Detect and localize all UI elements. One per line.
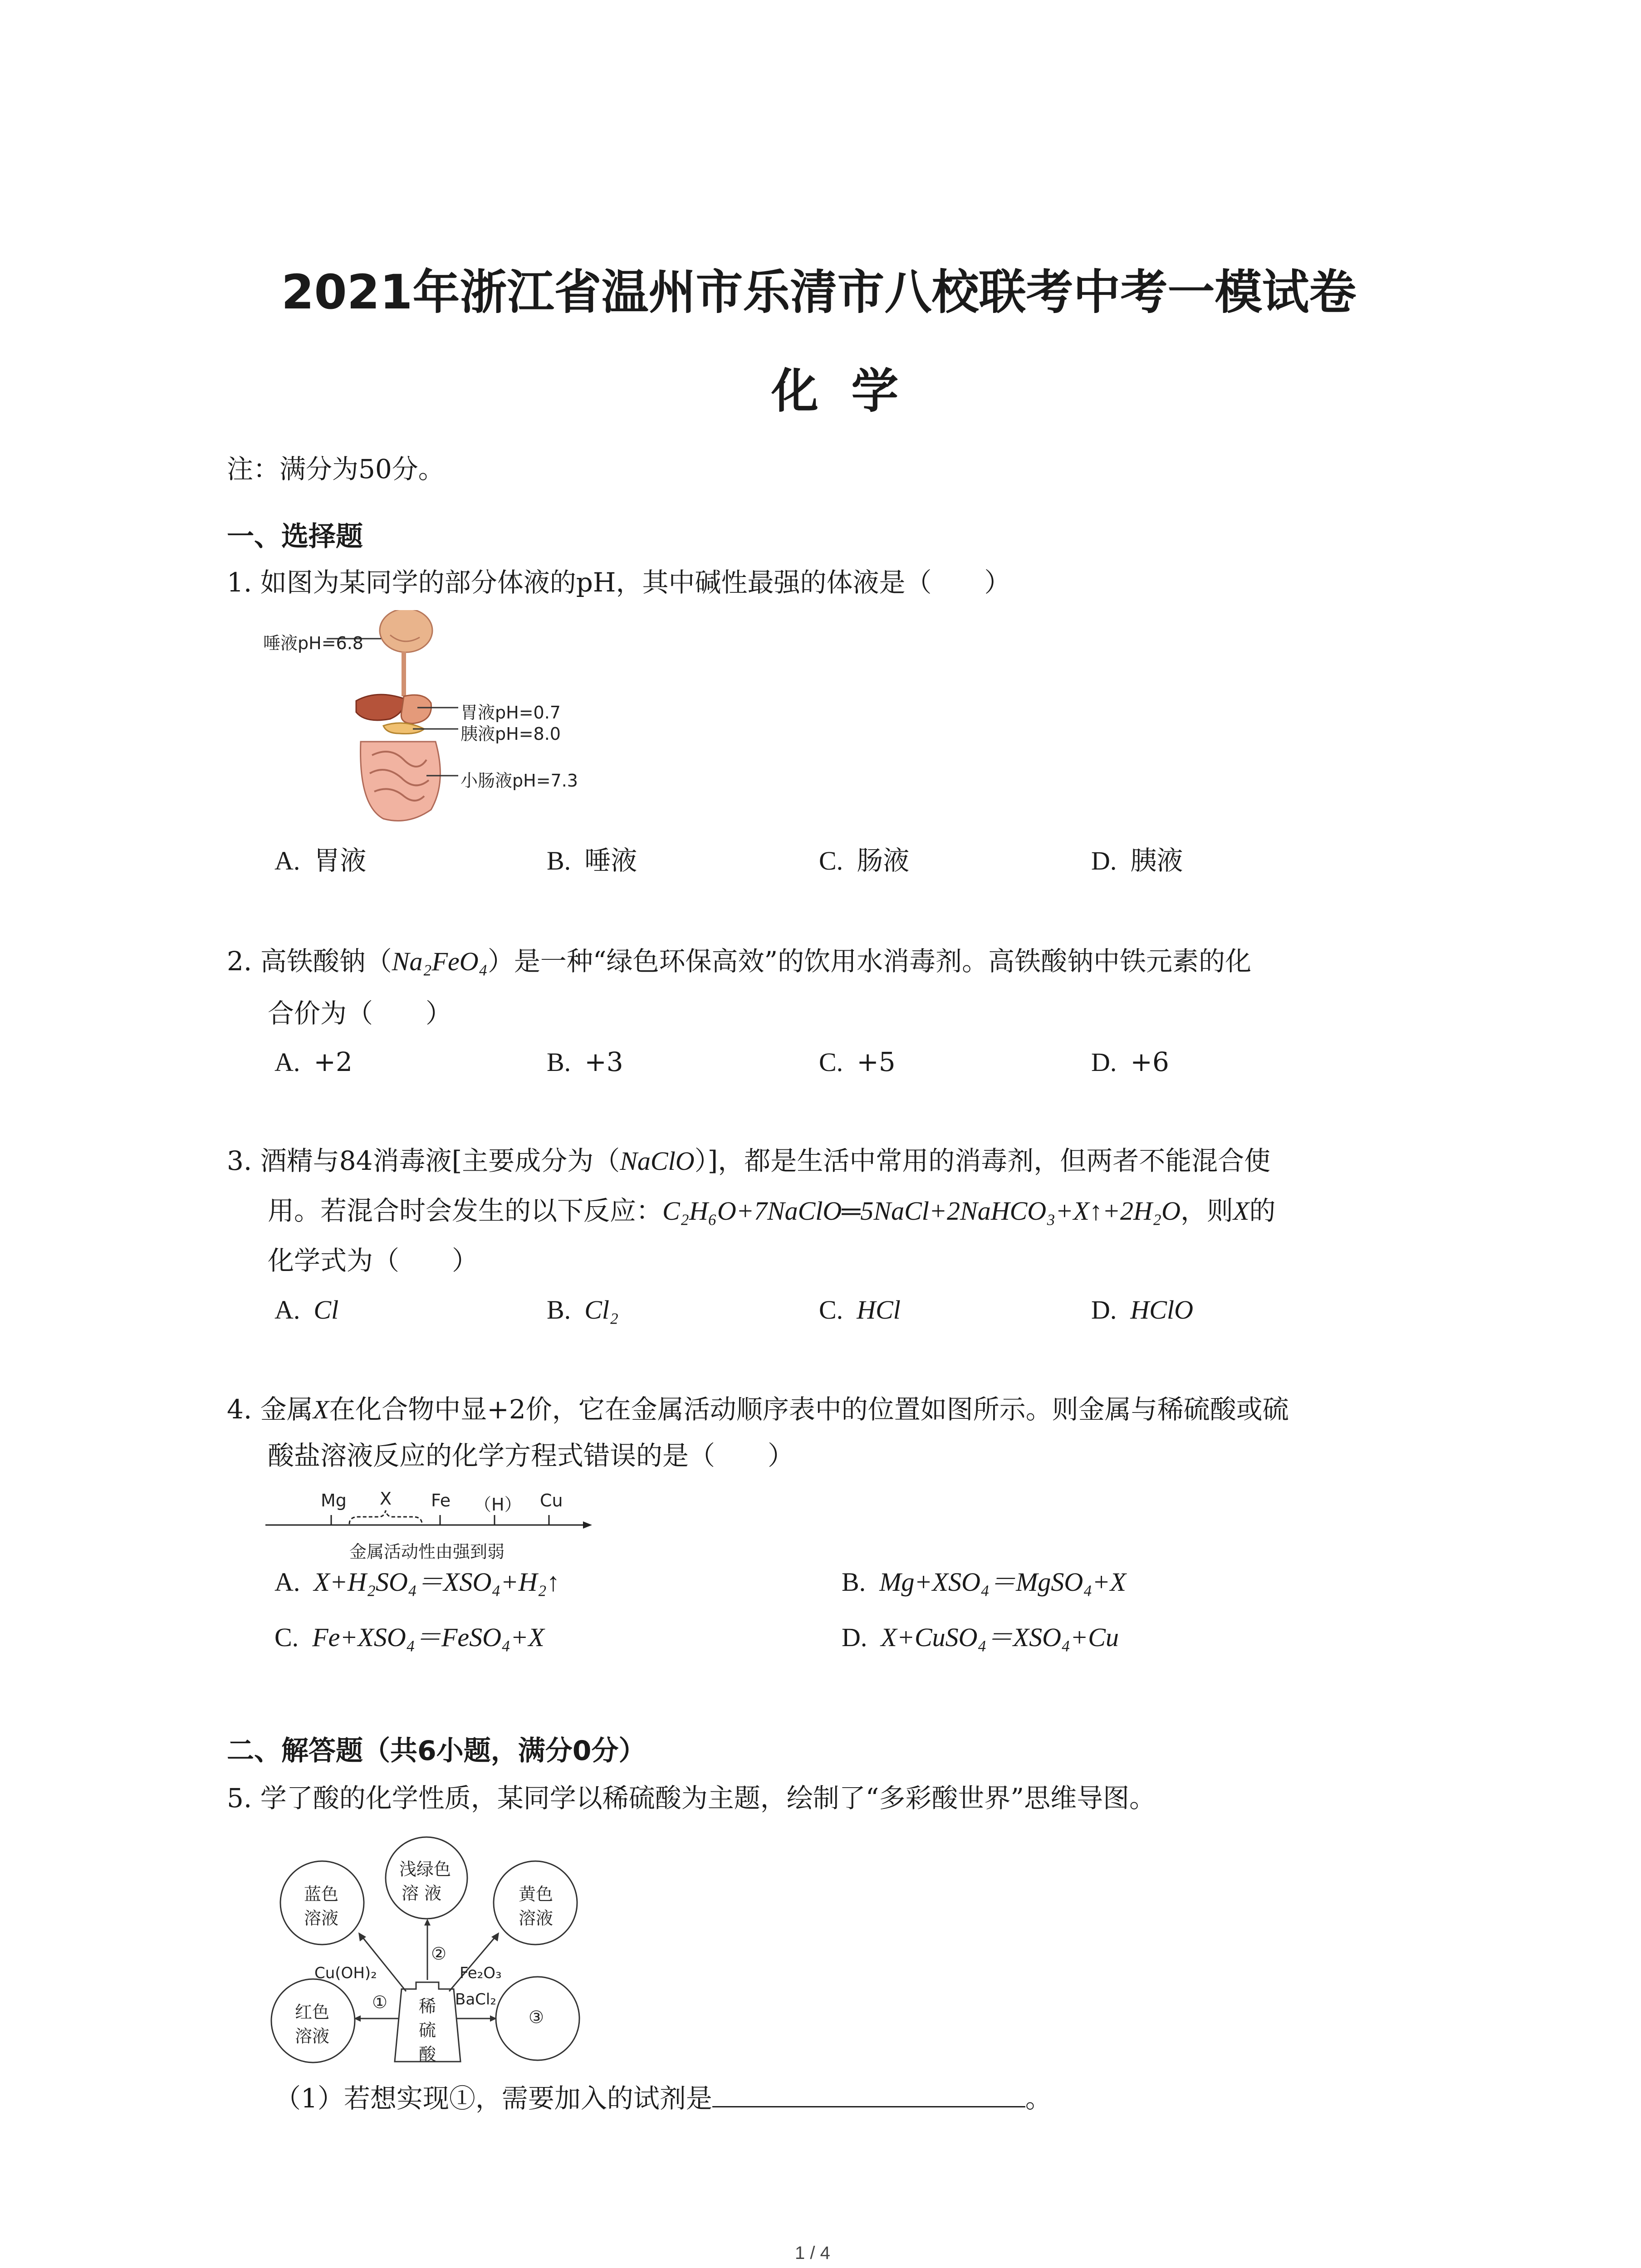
red-solution-label-1: 红色 — [295, 2002, 330, 2022]
q5-mind-map-figure — [270, 1833, 588, 2068]
q1-option-a[interactable] — [274, 847, 366, 874]
cuoh2-label: Cu(OH)₂ — [314, 1964, 377, 1982]
section-1-heading: 一、选择题 — [227, 521, 363, 552]
acid-label-3: 酸 — [419, 2044, 436, 2064]
h-label: （H） — [474, 1495, 522, 1515]
gastric-ph-label: 胃液pH=0.7 — [460, 703, 561, 723]
q2-formula: Na₂FeO₄ — [392, 947, 488, 976]
yellow-solution-label-1: 黄色 — [519, 1884, 554, 1904]
option-label: B. — [547, 846, 571, 875]
option-text: +5 — [857, 1046, 896, 1077]
mg-label: Mg — [321, 1491, 347, 1510]
q5-stem: 5. 学了酸的化学性质，某同学以稀硫酸为主题，绘制了“多彩酸世界”思维导图。 — [227, 1783, 1156, 1813]
option-text: 胃液 — [314, 845, 367, 876]
blue-solution-label-2: 溶液 — [304, 1908, 339, 1928]
option-label: B. — [547, 1047, 571, 1077]
q1-body-fluid-figure — [263, 610, 585, 837]
option-label: A. — [274, 1295, 300, 1325]
q4-stem-line1 — [227, 1396, 1289, 1423]
option-text: HCl — [857, 1295, 901, 1325]
q4-option-c[interactable] — [274, 1624, 544, 1651]
q3-line2-pre: 用。若混合时会发生的以下反应： — [268, 1195, 663, 1226]
arrow-2-label: ② — [431, 1944, 447, 1964]
subject-title: 化 学 — [771, 363, 899, 419]
q1-option-b[interactable] — [547, 847, 637, 874]
q2-option-b[interactable] — [547, 1046, 623, 1077]
option-text: 唾液 — [584, 845, 637, 876]
red-solution-label-2: 溶液 — [295, 2026, 330, 2046]
option-label: D. — [1091, 1295, 1117, 1325]
cu-label: Cu — [540, 1491, 563, 1510]
blue-solution-label-1: 蓝色 — [304, 1884, 339, 1904]
yellow-solution-label-2: 溶液 — [519, 1908, 554, 1928]
q3-line1-pre: 3. 酒精与84消毒液[主要成分为（ — [227, 1145, 620, 1176]
option-label: A. — [274, 846, 300, 875]
q3-line2-post: 的 — [1249, 1195, 1276, 1226]
q3-option-a[interactable] — [274, 1296, 338, 1323]
green-solution-label-1: 浅绿色 — [399, 1859, 451, 1879]
q3-equation: C₂H₆O+7NaClO═5NaCl+2NaHCO₃+X↑+2H₂O — [662, 1196, 1181, 1226]
option-text: 胰液 — [1130, 845, 1183, 876]
q3-x: X — [1233, 1196, 1249, 1226]
q3-stem-line3: 化学式为（ ） — [268, 1245, 479, 1276]
option-text: +6 — [1130, 1046, 1169, 1077]
section-2-heading: 二、解答题（共6小题，满分0分） — [227, 1735, 646, 1767]
circle-3-label: ③ — [529, 2007, 544, 2027]
option-label: D. — [842, 1623, 867, 1652]
q1-option-d[interactable] — [1091, 847, 1183, 874]
q2-stem-pre: 2. 高铁酸钠（ — [227, 946, 392, 977]
q3-stem-line2 — [268, 1195, 1276, 1226]
option-text: X+CuSO₄＝XSO₄+Cu — [881, 1623, 1119, 1652]
q3-stem-line1 — [227, 1145, 1271, 1176]
answer-blank[interactable] — [712, 2083, 1025, 2107]
option-label: A. — [274, 1567, 300, 1597]
option-text: Cl₂ — [584, 1295, 619, 1325]
option-label: C. — [819, 1295, 843, 1325]
q4-line1-post: 在化合物中显+2价，它在金属活动顺序表中的位置如图所示。则金属与稀硫酸或硫 — [329, 1394, 1289, 1425]
x-label: X — [380, 1489, 392, 1509]
fe2o3-label: Fe₂O₃ — [460, 1964, 502, 1982]
q4-line1-pre: 4. 金属 — [227, 1394, 313, 1425]
q5-sub1-post: 。 — [1025, 2083, 1052, 2114]
q3-option-c[interactable] — [819, 1296, 901, 1323]
option-label: B. — [547, 1295, 571, 1325]
q2-option-c[interactable] — [819, 1046, 896, 1077]
option-label: B. — [842, 1567, 866, 1597]
q3-line2-mid: ，则 — [1180, 1195, 1233, 1226]
acid-label-2: 硫 — [419, 2020, 436, 2040]
score-note: 注：满分为50分。 — [227, 454, 445, 484]
option-text: HClO — [1130, 1295, 1193, 1325]
intestinal-ph-label: 小肠液pH=7.3 — [460, 771, 578, 791]
q2-stem — [227, 948, 1251, 975]
option-text: X+H₂SO₄＝XSO₄+H₂↑ — [314, 1567, 560, 1597]
option-label: C. — [274, 1623, 299, 1652]
q5-sub1 — [274, 2083, 1052, 2112]
option-text: Mg+XSO₄＝MgSO₄+X — [879, 1567, 1127, 1597]
saliva-ph-label: 唾液pH=6.8 — [263, 633, 363, 653]
acid-label-1: 稀 — [419, 1996, 436, 2016]
option-label: D. — [1091, 846, 1117, 875]
bacl2-label: BaCl₂ — [455, 1990, 496, 2009]
activity-caption: 金属活动性由强到弱 — [349, 1542, 505, 1562]
page-number: 1 / 4 — [795, 2243, 830, 2263]
q3-option-d[interactable] — [1091, 1296, 1193, 1323]
option-label: D. — [1091, 1047, 1117, 1077]
q3-line1-post: ）]，都是生活中常用的消毒剂，但两者不能混合使 — [694, 1145, 1271, 1176]
arrow-1-label: ① — [372, 1992, 388, 2012]
q1-stem: 1. 如图为某同学的部分体液的pH，其中碱性最强的体液是（ ） — [227, 567, 1011, 598]
pancreatic-ph-label: 胰液pH=8.0 — [460, 724, 561, 744]
q4-option-a[interactable] — [274, 1569, 560, 1595]
option-text: Cl — [314, 1295, 339, 1325]
q4-activity-series-figure — [265, 1484, 592, 1566]
q4-option-d[interactable] — [842, 1624, 1119, 1651]
option-label: C. — [819, 1047, 843, 1077]
q4-x: X — [313, 1395, 329, 1424]
exam-title: 2021年浙江省温州市乐清市八校联考中考一模试卷 — [281, 264, 1357, 320]
q5-sub1-pre: （1）若想实现①，需要加入的试剂是 — [274, 2083, 712, 2114]
q2-stem-line2: 合价为（ ） — [268, 998, 452, 1029]
q2-stem-post: ）是一种“绿色环保高效”的饮用水消毒剂。高铁酸钠中铁元素的化 — [487, 946, 1252, 977]
option-label: A. — [274, 1047, 300, 1077]
option-label: C. — [819, 846, 843, 875]
q3-naclo: NaClO — [620, 1146, 695, 1176]
green-solution-label-2: 溶 液 — [402, 1883, 442, 1903]
option-text: Fe+XSO₄＝FeSO₄+X — [312, 1623, 544, 1652]
q2-option-d[interactable] — [1091, 1046, 1169, 1077]
option-text: +3 — [584, 1046, 623, 1077]
q2-option-a[interactable] — [274, 1046, 353, 1077]
q4-stem-line2: 酸盐溶液反应的化学方程式错误的是（ ） — [268, 1440, 794, 1471]
option-text: +2 — [314, 1046, 353, 1077]
q1-option-c[interactable] — [819, 847, 909, 874]
fe-label: Fe — [431, 1491, 451, 1510]
option-text: 肠液 — [857, 845, 910, 876]
q3-option-b[interactable] — [547, 1296, 618, 1323]
q4-option-b[interactable] — [842, 1569, 1126, 1595]
